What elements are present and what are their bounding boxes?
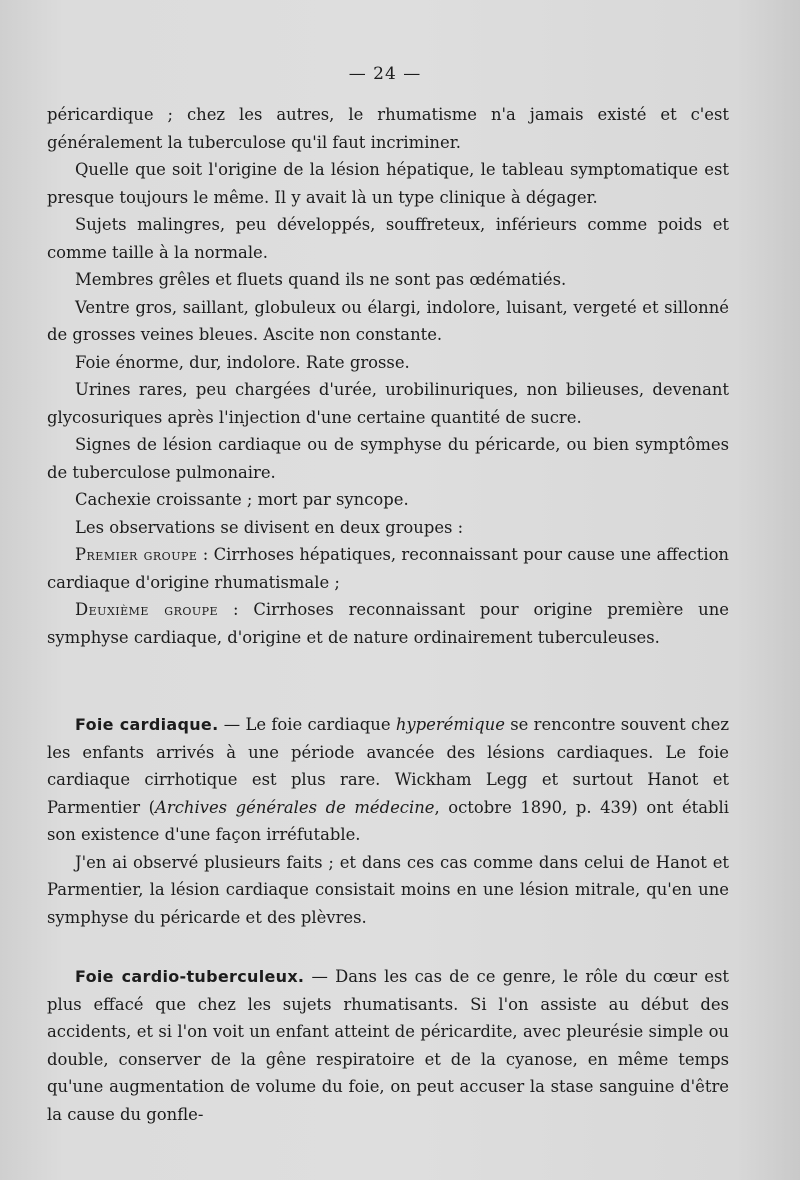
group-one-paragraph [47, 541, 729, 596]
text-run: se rencontre souvent chez les enfants arrivés à une période avancée des lésions cardiaques. Le foie cardiaque cirrhotique est plus rare. Wickham Legg et surtout Hanot et Parmentier ( [47, 715, 730, 817]
em-dash: — [304, 967, 336, 986]
section-foie-cardiaque [47, 711, 729, 931]
paragraph: Les observations se divisent en deux groupes : [75, 517, 464, 537]
section-symptoms [47, 101, 729, 651]
text-run: Le foie cardiaque [245, 715, 396, 734]
text-run: , octobre 1890, p. 439) ont établi son existence d'une façon irréfutable. [47, 797, 729, 844]
paragraph [47, 963, 729, 1128]
section-foie-cardio-tuberculeux [47, 963, 729, 1128]
group-one-label: Premier groupe [75, 545, 198, 564]
paragraph: Signes de lésion cardiaque ou de symphyse du péricarde, ou bien symptômes de tuberculose pulmonaire. [47, 435, 729, 482]
em-dash: — [218, 715, 246, 734]
paragraph: Sujets malingres, peu développés, souffreteux, inférieurs comme poids et comme taille à la normale. [47, 215, 729, 262]
paragraph: Cachexie croissante ; mort par syncope. [75, 490, 409, 509]
paragraph: Membres grêles et fluets quand ils ne sont pas œdématiés. [75, 270, 567, 289]
italic-term: hyperémique [395, 715, 505, 734]
paragraph: Ventre gros, saillant, globuleux ou élargi, indolore, luisant, vergeté et sillonné de grosses veines bleues. Ascite non constante. [47, 297, 729, 344]
text-run: Dans les cas de ce genre, le rôle du cœur est plus effacé que chez les sujets rhumatisants. Si l'on assiste au début des accidents, et si l'on voit un enfant atteint de péricardite, avec pleurésie simple ou double, conserver de la gêne respiratoire et de la cyanose, en même temps qu'une augmentation de volume du foie, on peut accuser la stase sanguine d'être la cause du gonfle- [47, 967, 730, 1124]
section-heading: Foie cardiaque. [75, 715, 219, 734]
journal-title: Archives générales de médecine [155, 797, 435, 817]
paragraph: Quelle que soit l'origine de la lésion hépatique, le tableau symptomatique est presque toujours le même. Il y avait là un type clinique à dégager. [47, 160, 729, 207]
group-two-paragraph [47, 596, 729, 651]
section-heading: Foie cardio-tuberculeux. [75, 967, 305, 986]
paragraph: péricardique ; chez les autres, le rhumatisme n'a jamais existé et c'est généralement la tuberculose qu'il faut incriminer. [47, 105, 729, 152]
paragraph: Urines rares, peu chargées d'urée, urobilinuriques, non bilieuses, devenant glycosuriques après l'injection d'une certaine quantité de sucre. [47, 380, 729, 427]
page-number: — 24 — [348, 64, 422, 84]
paragraph: Foie énorme, dur, indolore. Rate grosse. [75, 352, 410, 372]
group-two-text: : Cirrhoses reconnaissant pour origine première une symphyse cardiaque, d'origine et de nature ordinairement tuberculeuses. [47, 600, 729, 647]
paragraph [47, 711, 729, 849]
group-one-text: : Cirrhoses hépatiques, reconnaissant pour cause une affection cardiaque d'origine rhumatismale ; [47, 545, 729, 592]
paragraph: J'en ai observé plusieurs faits ; et dans ces cas comme dans celui de Hanot et Parmentier, la lésion cardiaque consistait moins en une lésion mitrale, qu'en une symphyse du péricarde et des plèvres. [47, 852, 729, 927]
group-two-label: Deuxième groupe [75, 600, 219, 619]
